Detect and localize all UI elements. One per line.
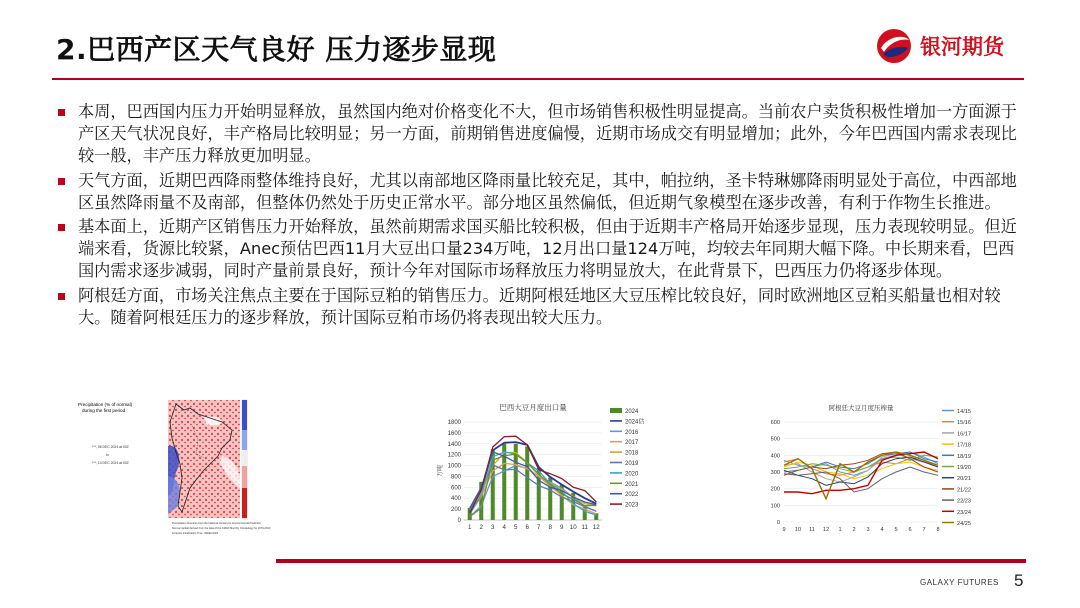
legend-swatch (610, 408, 622, 413)
bullet-paragraph (58, 170, 1020, 214)
y-tick-label: 200 (770, 486, 780, 493)
legend-label: 2023 (625, 502, 639, 509)
legend-label: 2020 (625, 471, 639, 478)
legend-label: 20/21 (957, 476, 971, 483)
x-tick-label: 1 (838, 527, 842, 533)
x-tick-label: 12 (822, 527, 830, 533)
bar-2024 (525, 447, 529, 521)
bullet-paragraph (58, 216, 1020, 283)
x-tick-label: 8 (548, 524, 552, 531)
precipitation-map (72, 396, 328, 542)
map-period-to: to (106, 453, 109, 457)
legend-label: 2021 (625, 481, 639, 488)
y-tick-label: 400 (770, 453, 780, 460)
y-tick-label: 1200 (447, 452, 461, 459)
argentina-crush-chart (760, 398, 1022, 542)
page-title: 2.巴西产区天气良好 压力逐步显现 (56, 33, 497, 66)
bullet-text: 阿根廷方面，市场关注焦点主要在于国际豆粕的销售压力。近期阿根廷地区大豆压榨比较良好，同时欧洲地区豆粕买船量也相对较大。随着阿根廷压力的逐步释放，预计国际豆粕市场仍将表现出较大压力。 (78, 285, 1001, 327)
y-tick-label: 600 (770, 420, 780, 426)
legend-label: 14/15 (957, 409, 971, 415)
bullet-text: 天气方面，近期巴西降雨整体维持良好，尤其以南部地区降雨量比较充足，其中，帕拉纳，圣卡特琳娜降雨明显处于高位，中西部地区虽然降雨量不及南部，但整体仍然处于历史正常水平。部分地区虽然偏低，但近期气象模型在逐步改善，有利于作物生长推进。 (78, 170, 1017, 212)
legend-label: 18/19 (957, 453, 971, 460)
map-period-start: ***, 06 DEC 2024 at 00Z (92, 445, 129, 449)
legend-label: 2018 (625, 450, 639, 457)
series-line-22/23 (784, 467, 938, 492)
argentina-crush-chart-svg (760, 398, 1022, 542)
x-tick-label: 4 (880, 527, 884, 533)
bullet-paragraph (58, 101, 1020, 168)
x-tick-label: 10 (794, 527, 802, 533)
bullet-square-icon (58, 178, 65, 185)
legend-label: 15/16 (957, 420, 971, 427)
x-tick-label: 2 (852, 527, 856, 533)
x-tick-label: 3 (491, 524, 495, 531)
footer-divider (276, 559, 1026, 563)
x-tick-label: 5 (514, 524, 518, 531)
y-tick-label: 1000 (447, 463, 461, 470)
bullet-text: 本周，巴西国内压力开始明显释放，虽然国内绝对价格变化不大，但市场销售积极性明显提高。当前农户卖货积极性增加一方面源于产区天气状况良好，丰产格局比较明显；另一方面，前期销售进度偏慢，近期市场成交有明显增加；此外，今年巴西国内需求表现比较一般，丰产压力释放更加明显。 (78, 102, 1017, 166)
y-tick-label: 300 (770, 470, 780, 476)
brazil-export-chart (430, 398, 680, 542)
y-tick-label: 1800 (447, 420, 461, 426)
legend-label: 2016 (625, 429, 639, 436)
x-tick-label: 11 (581, 524, 588, 531)
legend-label: 17/18 (957, 442, 971, 449)
bullet-paragraph (58, 285, 1020, 329)
x-tick-label: 1 (468, 524, 472, 531)
y-tick-label: 200 (450, 507, 461, 514)
x-tick-label: 7 (537, 524, 541, 531)
precipitation-map-figure (72, 396, 328, 542)
y-tick-label: 1400 (447, 441, 461, 448)
x-tick-label: 7 (922, 527, 926, 533)
map-footnote-2: Normal rainfall derived from the data of the CMAP Monthly Climatology for 1979-2010 (172, 527, 271, 530)
legend-label: 2017 (625, 440, 639, 447)
x-tick-label: 2 (479, 524, 483, 531)
x-tick-label: 4 (502, 524, 506, 531)
y-tick-label: 400 (450, 496, 461, 503)
legend-label: 21/22 (957, 487, 971, 494)
legend-label: 2022 (625, 492, 639, 499)
x-tick-label: 6 (908, 527, 912, 533)
logo-text: 银河期货 (920, 35, 1004, 59)
y-tick-label: 800 (450, 474, 461, 481)
x-tick-label: 5 (894, 527, 898, 533)
y-tick-label: 0 (457, 518, 461, 524)
x-tick-label: 9 (560, 524, 564, 531)
galaxy-logo-icon (874, 26, 914, 66)
legend-label: 22/23 (957, 498, 971, 505)
legend-label: 23/24 (957, 509, 971, 516)
y-tick-label: 100 (770, 503, 780, 510)
map-title-line1: Precipitation (% of normal) (78, 402, 133, 407)
bullet-text: 基本面上，近期产区销售压力开始释放，虽然前期需求国买船比较积极，但由于近期丰产格局开始逐步显现，压力表现较明显。但近端来看，货源比较紧，Anec预估巴西11月大豆出口量234万吨，12月出口量124万吨，均较去年同期大幅下降。中长期来看，巴西国内需求逐步减弱，同时产量前景良好，预计今年对国际市场释放压力将明显放大，在此背景下，巴西压力仍将逐步体现。 (78, 217, 1017, 281)
y-tick-label: 500 (770, 436, 780, 443)
legend-label: 16/17 (957, 431, 971, 438)
y-tick-label: 1600 (447, 430, 461, 437)
legend-label: 24/25 (957, 521, 971, 527)
map-footnote-3: Forecast Initialization Time: 06DEC2024 (172, 532, 219, 535)
bullet-square-icon (58, 109, 65, 116)
y-tick-label: 0 (776, 520, 780, 526)
legend-label: 2019 (625, 461, 639, 467)
x-tick-label: 9 (782, 527, 786, 533)
y-tick-label: 600 (450, 485, 461, 492)
logo (874, 26, 1004, 66)
x-tick-label: 8 (936, 527, 940, 533)
map-footnote-1: Precipitation forecasts from the National Centers for Environmental Prediction (172, 522, 262, 525)
bullet-square-icon (58, 224, 65, 231)
footer-brand: GALAXY FUTURES (920, 578, 999, 587)
map-period-end: ***, 14 DEC 2024 at 00Z (92, 461, 129, 465)
x-tick-label: 11 (809, 527, 815, 533)
page-number: 5 (1014, 571, 1024, 590)
x-tick-label: 10 (569, 524, 577, 531)
chart-title: 阿根廷大豆月度压榨量 (828, 405, 894, 412)
chart-title: 巴西大豆月度出口量 (499, 403, 567, 412)
map-title-line2: during the first period (82, 408, 126, 413)
header-divider (52, 78, 1024, 80)
x-tick-label: 12 (592, 524, 600, 531)
legend-label: 2024估 (625, 419, 645, 426)
bullet-square-icon (58, 293, 65, 300)
legend-label: 19/20 (957, 465, 971, 471)
x-tick-label: 3 (866, 527, 870, 533)
legend-label: 2024 (625, 409, 639, 415)
x-tick-label: 6 (525, 524, 529, 531)
content-body (58, 101, 1020, 331)
y-axis-label: 万吨 (438, 464, 444, 478)
brazil-export-chart-svg (430, 398, 680, 542)
